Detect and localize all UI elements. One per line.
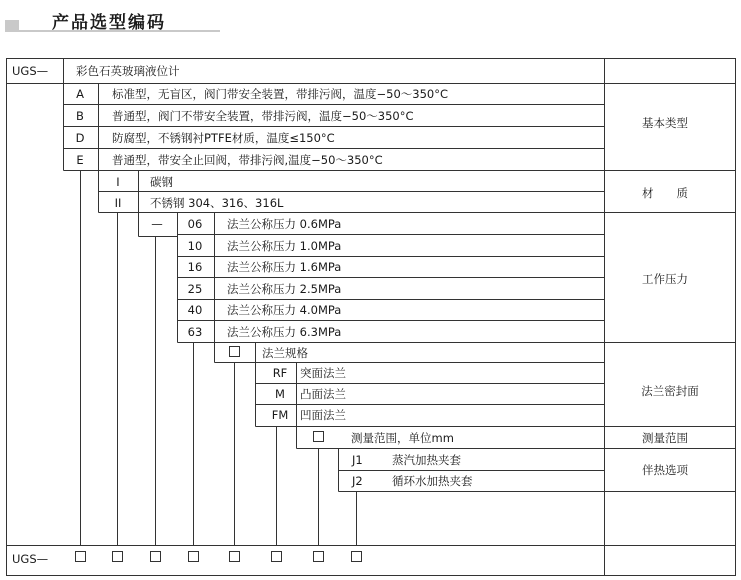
heating-code: J1 [352, 453, 363, 467]
pressure-desc: 法兰公称压力 1.0MPa [227, 239, 342, 253]
seal-desc: 凹面法兰 [300, 408, 346, 422]
material-code: I [116, 175, 120, 189]
code-box [352, 552, 362, 562]
pressure-code: 25 [187, 282, 203, 296]
pressure-code: 06 [187, 217, 203, 231]
pressure-desc: 法兰公称压力 1.6MPa [227, 260, 342, 274]
pressure-code: 16 [187, 260, 203, 274]
measure-label: 测量范围，单位mm [351, 431, 454, 445]
bottom-prefix: UGS— [12, 552, 49, 566]
material-desc: 不锈钢 304、316、316L [150, 196, 284, 210]
pressure-desc: 法兰公称压力 2.5MPa [227, 282, 342, 296]
flange-spec-label: 法兰规格 [262, 346, 308, 360]
code-box [76, 552, 86, 562]
category-measure: 测量范围 [642, 431, 688, 445]
seal-desc: 凸面法兰 [300, 387, 346, 401]
heating-desc: 循环水加热夹套 [392, 474, 473, 488]
pressure-dash: — [151, 217, 163, 231]
basic-code: B [76, 109, 84, 123]
code-box [272, 552, 282, 562]
pressure-code: 63 [187, 325, 203, 339]
category-heating: 伴热选项 [642, 463, 688, 477]
basic-desc: 标准型，无盲区，阀门带安全装置，带排污阀，温度−50～350°C [112, 87, 448, 101]
category-material: 材 质 [642, 186, 688, 200]
category-pressure: 工作压力 [642, 272, 688, 286]
heating-desc: 蒸汽加热夹套 [392, 453, 461, 467]
pressure-code: 40 [187, 303, 203, 317]
code-box [189, 552, 199, 562]
basic-desc: 防腐型，不锈钢衬PTFE材质，温度≤150°C [112, 131, 335, 145]
basic-code: A [76, 87, 84, 101]
page-title: 产品选型编码 [52, 13, 166, 33]
flange-spec-box [230, 347, 240, 357]
pressure-code: 10 [187, 239, 203, 253]
heating-code: J2 [352, 474, 363, 488]
basic-desc: 普通型，阀门不带安全装置，带排污阀，温度−50～350°C [112, 109, 414, 123]
model-prefix: UGS— [12, 64, 49, 78]
basic-desc: 普通型，带安全止回阀，带排污阀,温度−50～350°C [112, 153, 383, 167]
material-code: II [114, 196, 122, 210]
measure-box [314, 432, 324, 442]
basic-code: D [75, 131, 85, 145]
pressure-desc: 法兰公称压力 0.6MPa [227, 217, 342, 231]
pressure-desc: 法兰公称压力 6.3MPa [227, 325, 342, 339]
material-desc: 碳钢 [150, 175, 173, 189]
code-box [151, 552, 161, 562]
pressure-desc: 法兰公称压力 4.0MPa [227, 303, 342, 317]
basic-code: E [76, 153, 84, 167]
category-basic: 基本类型 [642, 116, 688, 130]
category-seal: 法兰密封面 [641, 384, 699, 398]
code-box [113, 552, 123, 562]
seal-code: M [275, 387, 285, 401]
product-name: 彩色石英玻璃液位计 [76, 64, 180, 78]
seal-desc: 突面法兰 [300, 366, 346, 380]
code-box [314, 552, 324, 562]
code-box [230, 552, 240, 562]
seal-code: RF [272, 366, 288, 380]
seal-code: FM [271, 408, 289, 422]
